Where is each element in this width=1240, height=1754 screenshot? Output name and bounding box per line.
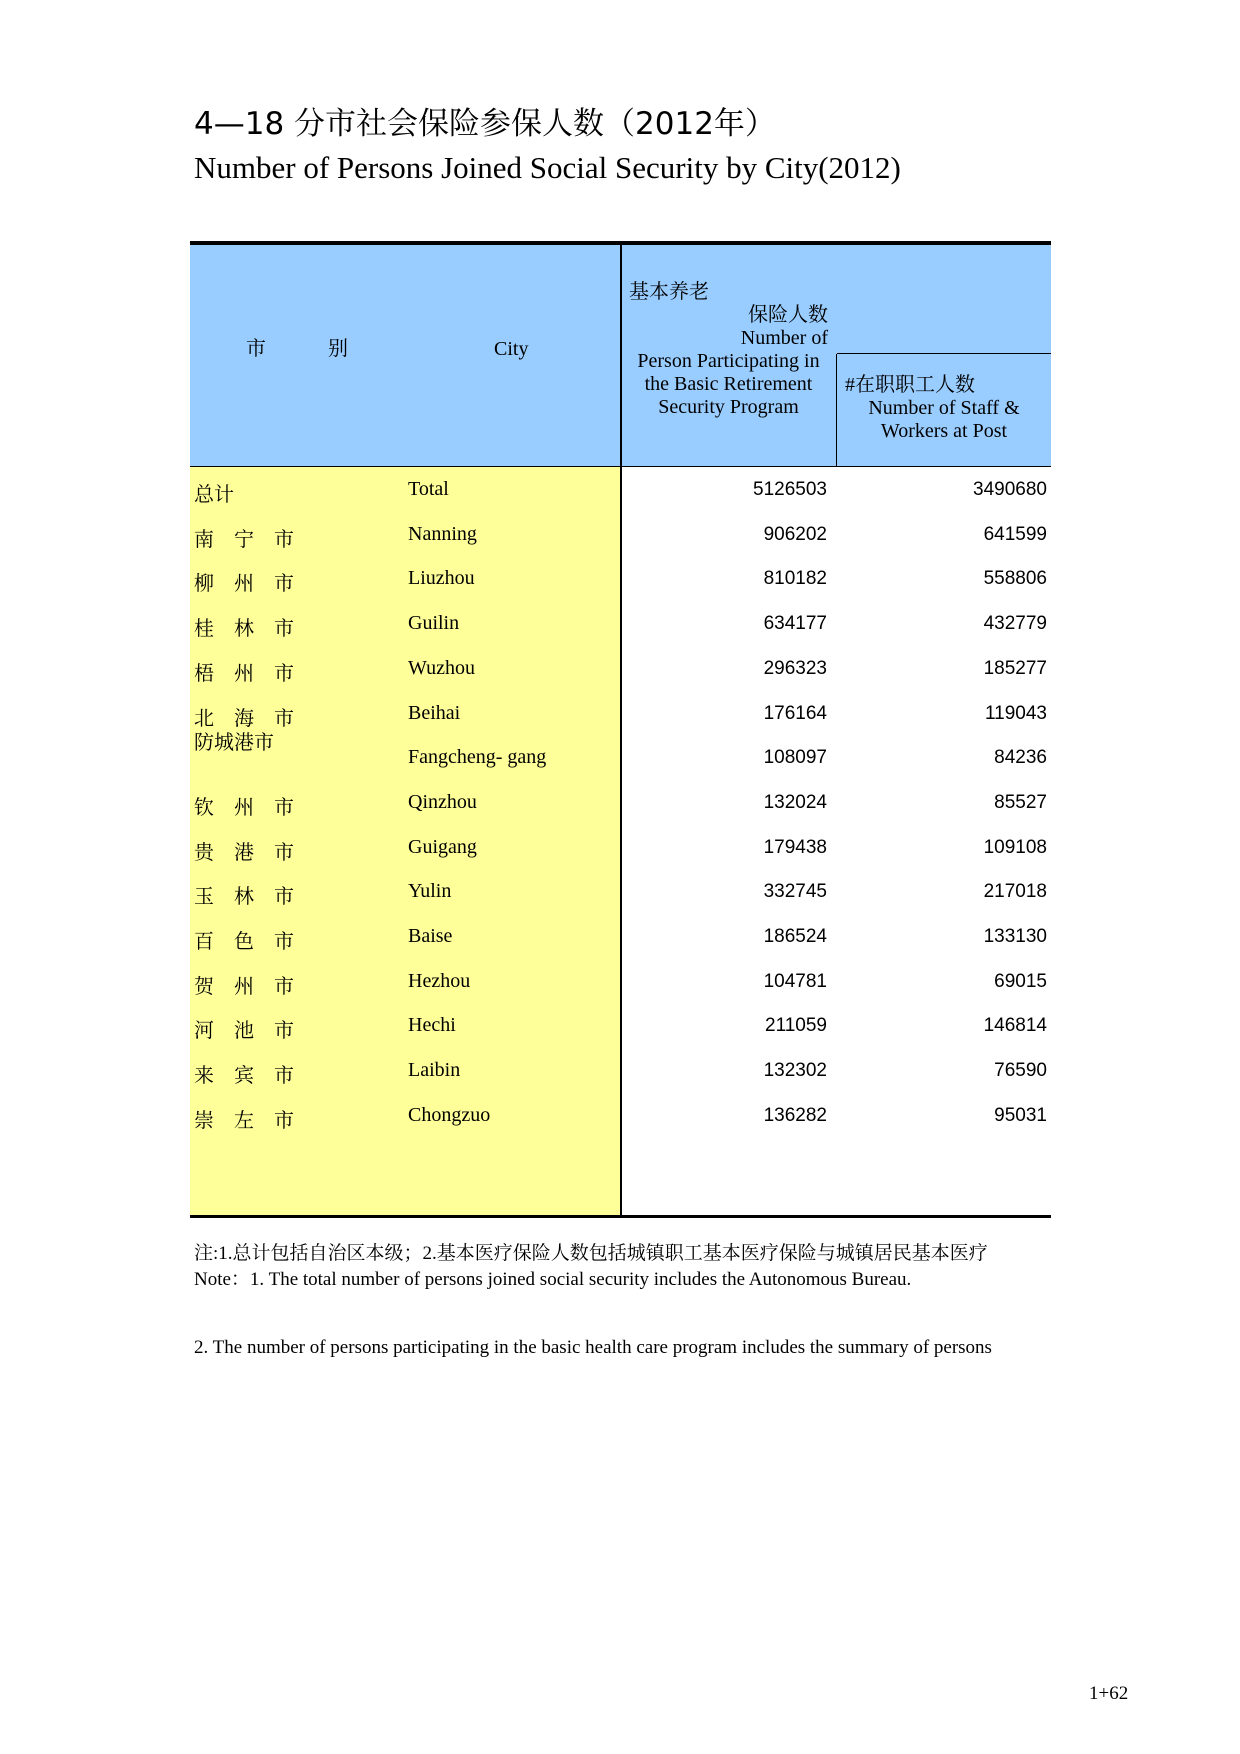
header-bie: 别	[328, 338, 348, 360]
statistics-table	[190, 241, 1051, 1217]
table-row	[190, 691, 1051, 741]
page-number: 1+62	[1089, 1683, 1129, 1704]
retirement-participants-value: 108097	[763, 747, 827, 769]
retirement-participants-value: 296323	[763, 657, 827, 679]
city-name-cn: 桂 林 市	[194, 618, 294, 641]
header-shi: 市	[246, 338, 266, 360]
table-bottom-rule	[190, 1215, 1051, 1218]
subheader-divider	[837, 353, 1051, 354]
header-city: City	[494, 338, 529, 360]
city-name-en: Qinzhou	[408, 790, 477, 813]
staff-at-post-value: 146814	[983, 1015, 1047, 1037]
table-row	[190, 1093, 1051, 1143]
staff-at-post-value: 119043	[985, 702, 1047, 724]
staff-at-post-value: 84236	[994, 747, 1047, 769]
city-name-cn: 玉 林 市	[194, 886, 294, 909]
city-name-en: Baise	[408, 925, 453, 947]
table-row	[190, 959, 1051, 1009]
retirement-participants-value: 132302	[763, 1060, 827, 1082]
header-staff-en-line-1: Number of Staff &	[868, 397, 1020, 419]
city-name-en: Wuzhou	[408, 656, 475, 679]
staff-at-post-value: 185277	[983, 657, 1047, 679]
staff-at-post-value: 133130	[983, 926, 1047, 947]
city-name-cn: 钦 州 市	[194, 796, 294, 819]
table-row	[190, 467, 1051, 517]
city-name-cn: 崇 左 市	[194, 1109, 294, 1132]
note-english-1: Note：1. The total number of persons joined social security includes the Autonomous Bureau.	[194, 1269, 912, 1290]
table-row	[190, 869, 1051, 919]
header-staff-en-line-2: Workers at Post	[880, 420, 1008, 442]
staff-at-post-value: 432779	[983, 613, 1047, 635]
city-name-cn: 来 宾 市	[194, 1065, 294, 1088]
header-retirement-en-line-4: Security Program	[658, 396, 799, 418]
city-name-en: Yulin	[408, 880, 452, 903]
city-name-cn: 河 池 市	[194, 1020, 294, 1043]
staff-at-post-value: 69015	[994, 970, 1047, 992]
table-row	[190, 780, 1051, 830]
staff-at-post-value: 3490680	[973, 479, 1047, 500]
table-row	[190, 1003, 1051, 1053]
header-staff-cn: #在职职工人数	[845, 374, 975, 396]
table-row	[190, 512, 1051, 562]
retirement-participants-value: 634177	[763, 613, 827, 635]
city-name-en: Chongzuo	[408, 1103, 491, 1126]
retirement-participants-value: 136282	[763, 1104, 827, 1126]
table-row	[190, 1048, 1051, 1098]
page-title-chinese: 4—18 分市社会保险参保人数（2012年）	[194, 106, 776, 142]
city-name-en: Guigang	[408, 835, 477, 858]
table-row	[190, 825, 1051, 875]
header-retirement-en	[621, 350, 836, 419]
staff-at-post-value: 217018	[983, 881, 1047, 903]
table-row	[190, 732, 1051, 785]
city-name-en: Laibin	[408, 1059, 461, 1082]
header-retirement-cn-line1: 基本养老	[629, 281, 709, 303]
note-chinese: 注:1.总计包括自治区本级；2.基本医疗保险人数包括城镇职工基本医疗保险与城镇居民基本医疗	[194, 1243, 988, 1264]
city-name-cn: 防城港市	[194, 732, 274, 755]
city-name-cn: 北 海 市	[194, 707, 294, 730]
city-name-cn: 柳 州 市	[194, 573, 294, 596]
staff-at-post-value: 76590	[994, 1060, 1047, 1082]
staff-at-post-value: 641599	[983, 523, 1047, 545]
city-name-en: Liuzhou	[408, 567, 475, 590]
city-name-en: Fangcheng- gang	[408, 746, 547, 769]
page-title-english: Number of Persons Joined Social Security by City(2012)	[194, 150, 901, 185]
city-name-cn: 贺 州 市	[194, 975, 294, 998]
staff-at-post-value: 85527	[994, 791, 1047, 813]
city-name-en: Guilin	[408, 612, 460, 635]
header-retirement-en-line-2: Person Participating in	[637, 350, 820, 372]
staff-at-post-value: 95031	[994, 1104, 1047, 1126]
retirement-participants-value: 5126503	[753, 479, 827, 500]
city-name-en: Hezhou	[408, 969, 471, 992]
staff-at-post-value: 109108	[983, 836, 1047, 858]
retirement-participants-value: 104781	[763, 970, 827, 992]
city-name-cn: 南 宁 市	[194, 528, 294, 551]
city-name-cn: 百 色 市	[194, 931, 294, 953]
table-row	[190, 601, 1051, 651]
city-name-cn: 贵 港 市	[194, 841, 294, 864]
header-retirement-cn-line2: 保险人数	[748, 304, 828, 326]
retirement-participants-value: 179438	[763, 836, 827, 858]
note-english-2: 2. The number of persons participating in the basic health care program includes the summary of persons	[194, 1337, 992, 1358]
retirement-participants-value: 211059	[765, 1015, 827, 1037]
city-name-en: Total	[408, 478, 449, 500]
city-name-en: Nanning	[408, 522, 477, 545]
retirement-participants-value: 186524	[763, 926, 827, 947]
city-name-en: Beihai	[408, 701, 461, 724]
retirement-participants-value: 132024	[763, 791, 827, 813]
header-retirement-en-line1: Number of	[740, 327, 828, 349]
table-row	[190, 646, 1051, 696]
city-name-cn: 梧 州 市	[194, 662, 294, 685]
retirement-participants-value: 906202	[763, 523, 827, 545]
table-row	[190, 914, 1051, 964]
staff-at-post-value: 558806	[983, 568, 1047, 590]
retirement-participants-value: 332745	[763, 881, 827, 903]
retirement-participants-value: 176164	[763, 702, 827, 724]
header-retirement-en-line-3: the Basic Retirement	[644, 373, 813, 395]
header-staff-en	[837, 397, 1051, 443]
city-name-en: Hechi	[408, 1014, 456, 1037]
table-row	[190, 556, 1051, 606]
city-name-cn: 总计	[194, 484, 234, 506]
retirement-participants-value: 810182	[763, 568, 827, 590]
